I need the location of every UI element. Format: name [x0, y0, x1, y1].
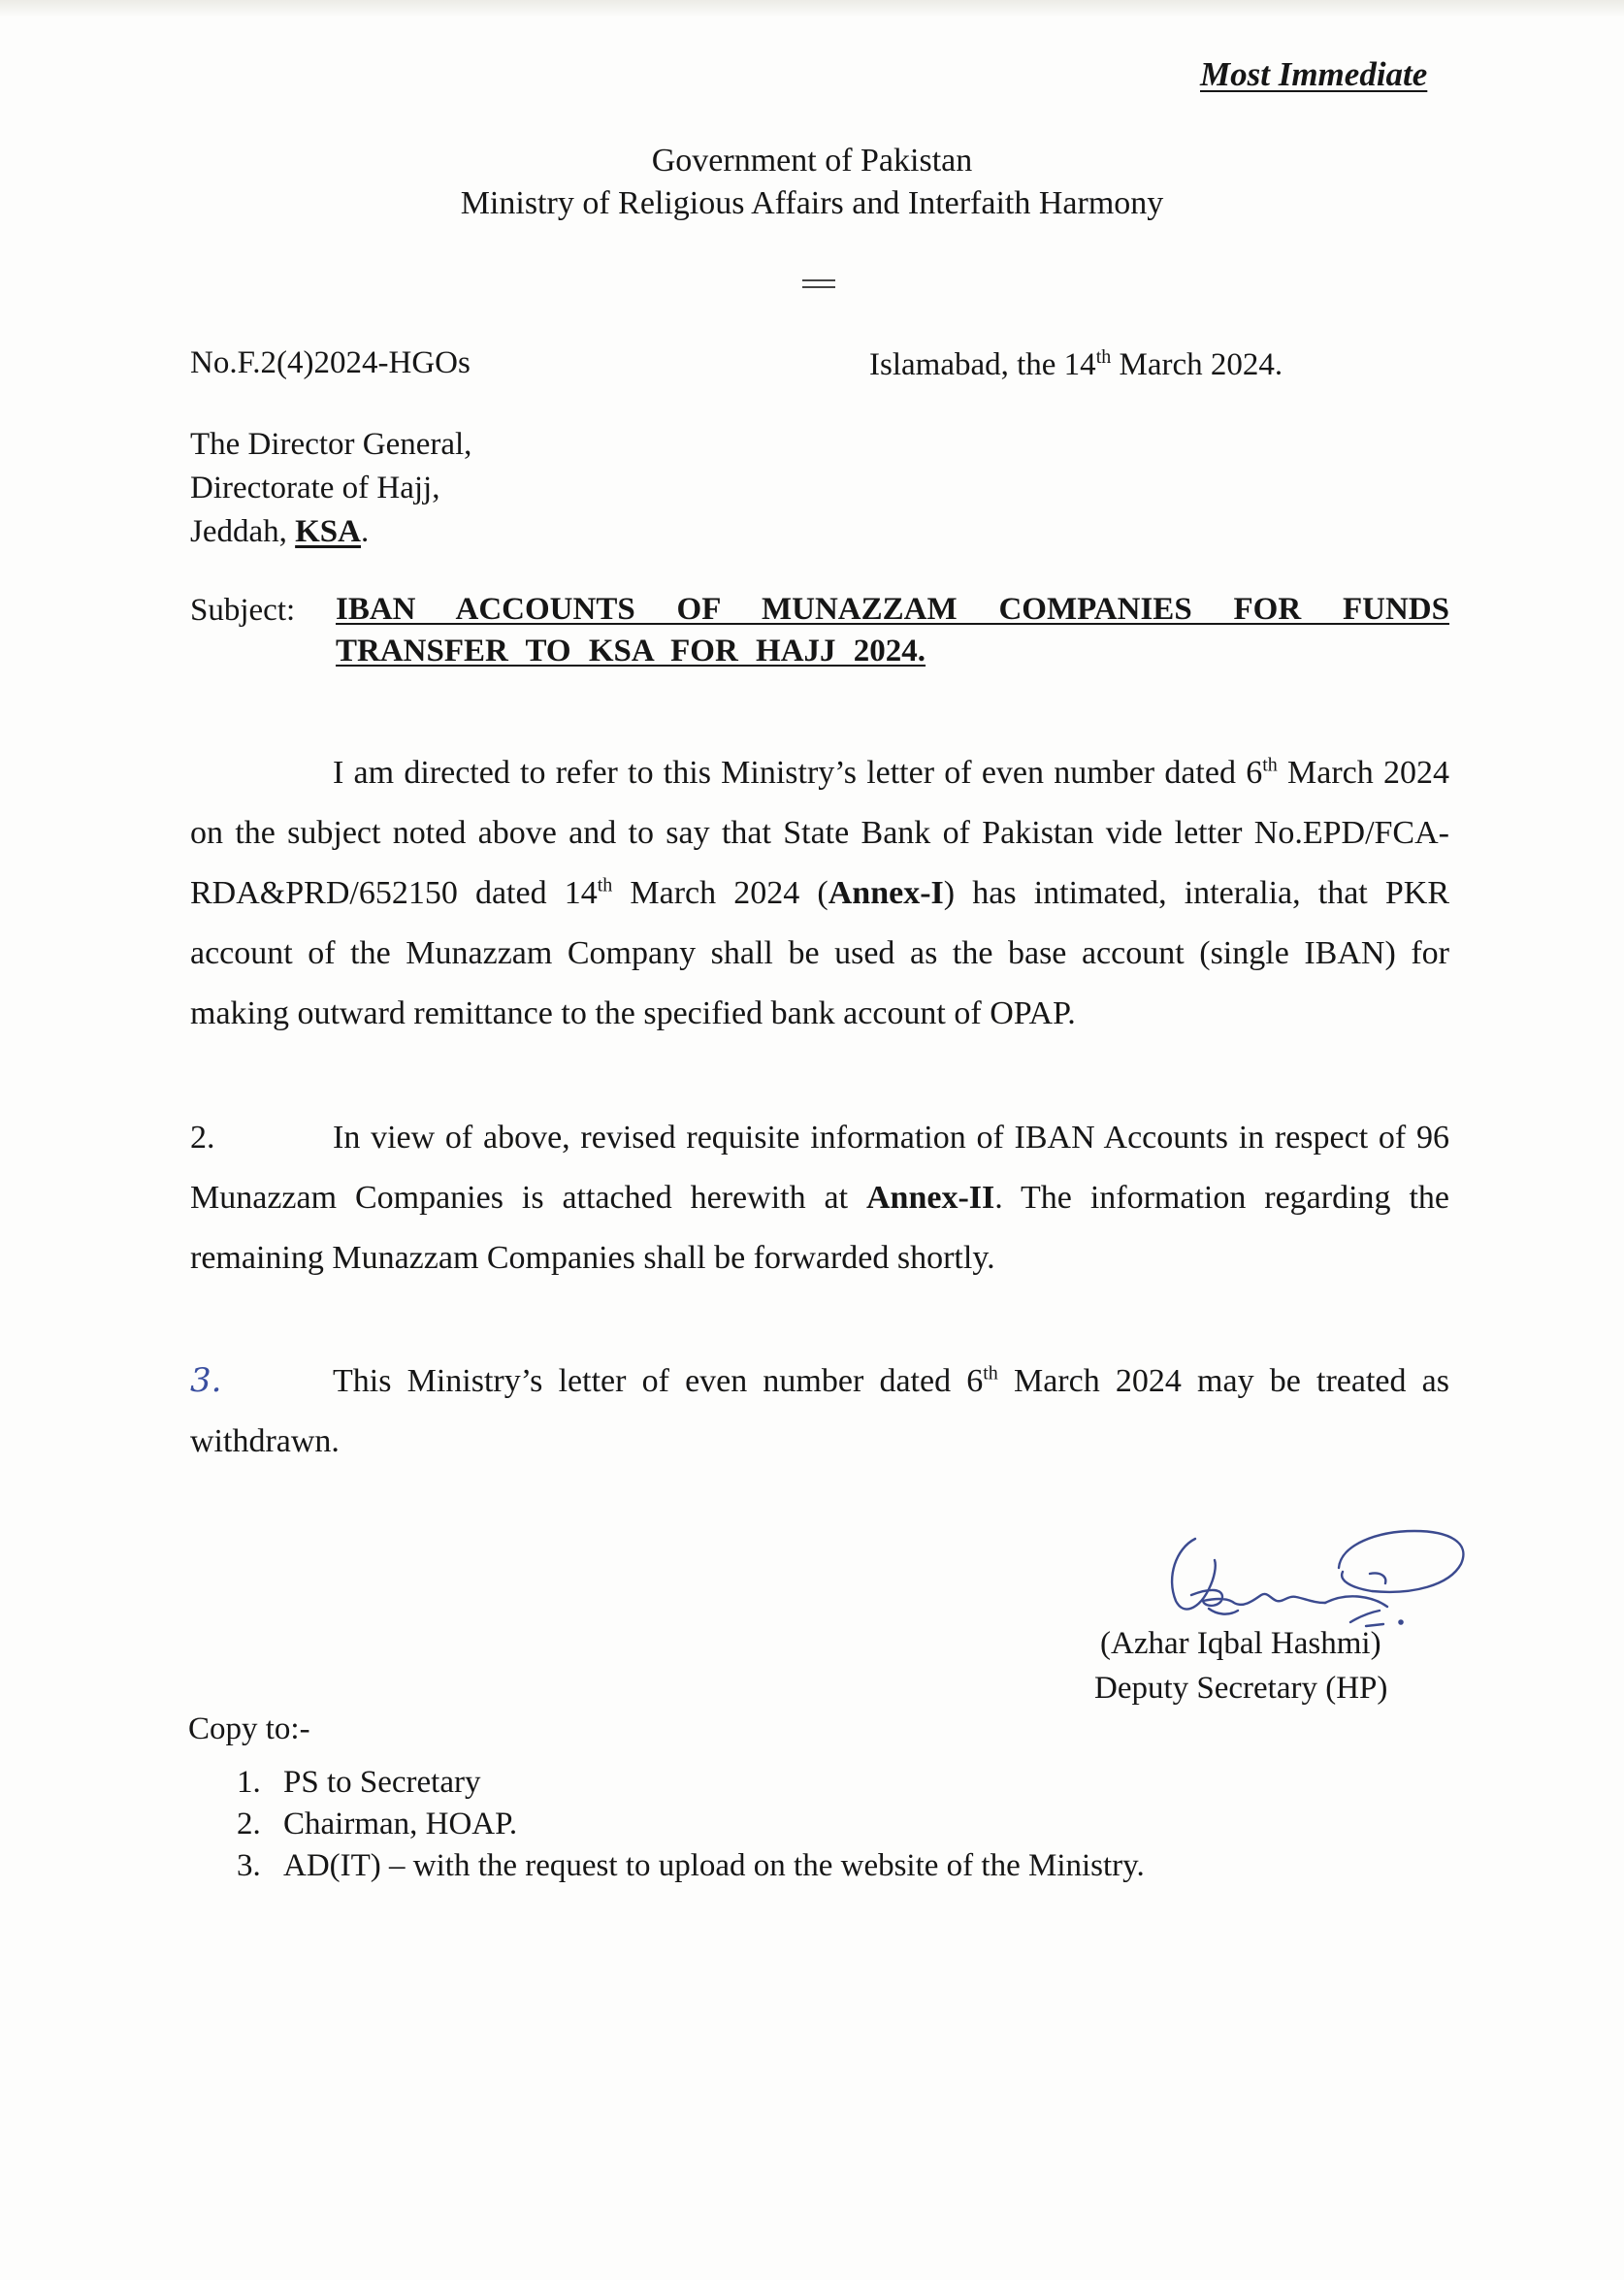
government-heading: Government of Pakistan — [651, 143, 973, 179]
p1-sup-b: th — [597, 874, 613, 896]
place-date-sup: th — [1095, 346, 1112, 368]
copy-to-item-text: AD(IT) – with the request to upload on the website of the Ministry. — [283, 1848, 1145, 1883]
copy-to-item — [237, 1845, 1145, 1887]
handwritten-signature — [1154, 1502, 1475, 1633]
p3-text-a: This Ministry’s letter of even number dated 6 — [333, 1363, 984, 1399]
addressee-country: KSA — [295, 514, 361, 549]
subject-text: IBAN ACCOUNTS OF MUNAZZAM COMPANIES FOR FUNDS TRANSFER TO KSA FOR HAJJ 2024. — [336, 592, 1449, 668]
copy-to-item — [237, 1804, 1145, 1845]
file-number: No.F.2(4)2024-HGOs — [190, 345, 471, 380]
copy-to-list — [237, 1762, 1145, 1887]
p1-sup-a: th — [1262, 754, 1278, 776]
p1-text-c: March 2024 ( — [612, 875, 828, 911]
copy-to-item-number: 3. — [237, 1848, 261, 1883]
annex-2-ref: Annex-II — [865, 1180, 995, 1216]
paragraph-2 — [190, 1108, 1449, 1288]
paragraph-1 — [190, 743, 1449, 1044]
copy-to-item-text: PS to Secretary — [283, 1765, 481, 1800]
p2-text-a: In view of above, revised requisite information of IBAN Accounts in respect of 96 Munazzam Companies is attached herewith at — [190, 1120, 1449, 1216]
place-date — [869, 343, 1283, 386]
separator-mark — [802, 279, 835, 291]
addressee-line-2: Directorate of Hajj, — [190, 471, 440, 505]
addressee-line-3-end: . — [361, 514, 370, 549]
p1-text-d: ) has intimated, interalia, that PKR account of the Munazzam Company shall be used as the base account (single IBAN) for making outward remittance to the specified bank account of OPAP. — [190, 875, 1450, 1031]
scan-edge-shadow — [0, 0, 1624, 17]
signatory-designation: Deputy Secretary (HP) — [1094, 1671, 1388, 1706]
place-date-prefix: Islamabad, the 14 — [869, 347, 1096, 382]
addressee-city: Jeddah, — [190, 514, 296, 549]
copy-to-item — [237, 1762, 1145, 1804]
copy-to-item-number: 2. — [237, 1807, 261, 1841]
place-date-suffix: March 2024. — [1111, 347, 1283, 382]
paragraph-2-number: 2. — [190, 1120, 215, 1156]
priority-marking: Most Immediate — [1200, 55, 1428, 93]
p3-text-b: March 2024 may be treated as withdrawn. — [190, 1363, 1449, 1459]
copy-to-item-number: 1. — [237, 1765, 261, 1800]
annex-1-ref: Annex-I — [828, 875, 944, 911]
paragraph-3 — [190, 1351, 1449, 1472]
p3-sup-a: th — [983, 1362, 998, 1384]
copy-to-label: Copy to:- — [188, 1711, 310, 1746]
addressee-line-3 — [190, 510, 369, 553]
p1-text-b: March 2024 on the subject noted above and to say that State Bank of Pakistan vide letter No.EPD/FCA-RDA&PRD/652150 dated 14 — [190, 755, 1449, 911]
p2-text-b: . The information regarding the remaining Munazzam Companies shall be forwarded shortly. — [190, 1180, 1449, 1276]
paragraph-3-number: 3. — [190, 1361, 222, 1400]
copy-to-item-text: Chairman, HOAP. — [283, 1807, 518, 1841]
addressee-line-1: The Director General, — [190, 427, 472, 462]
subject-label: Subject: — [190, 593, 296, 628]
signatory-name: (Azhar Iqbal Hashmi) — [1100, 1626, 1381, 1661]
ministry-heading: Ministry of Religious Affairs and Interfaith Harmony — [460, 185, 1164, 221]
p1-text-a: I am directed to refer to this Ministry’s letter of even number dated 6 — [333, 755, 1263, 791]
